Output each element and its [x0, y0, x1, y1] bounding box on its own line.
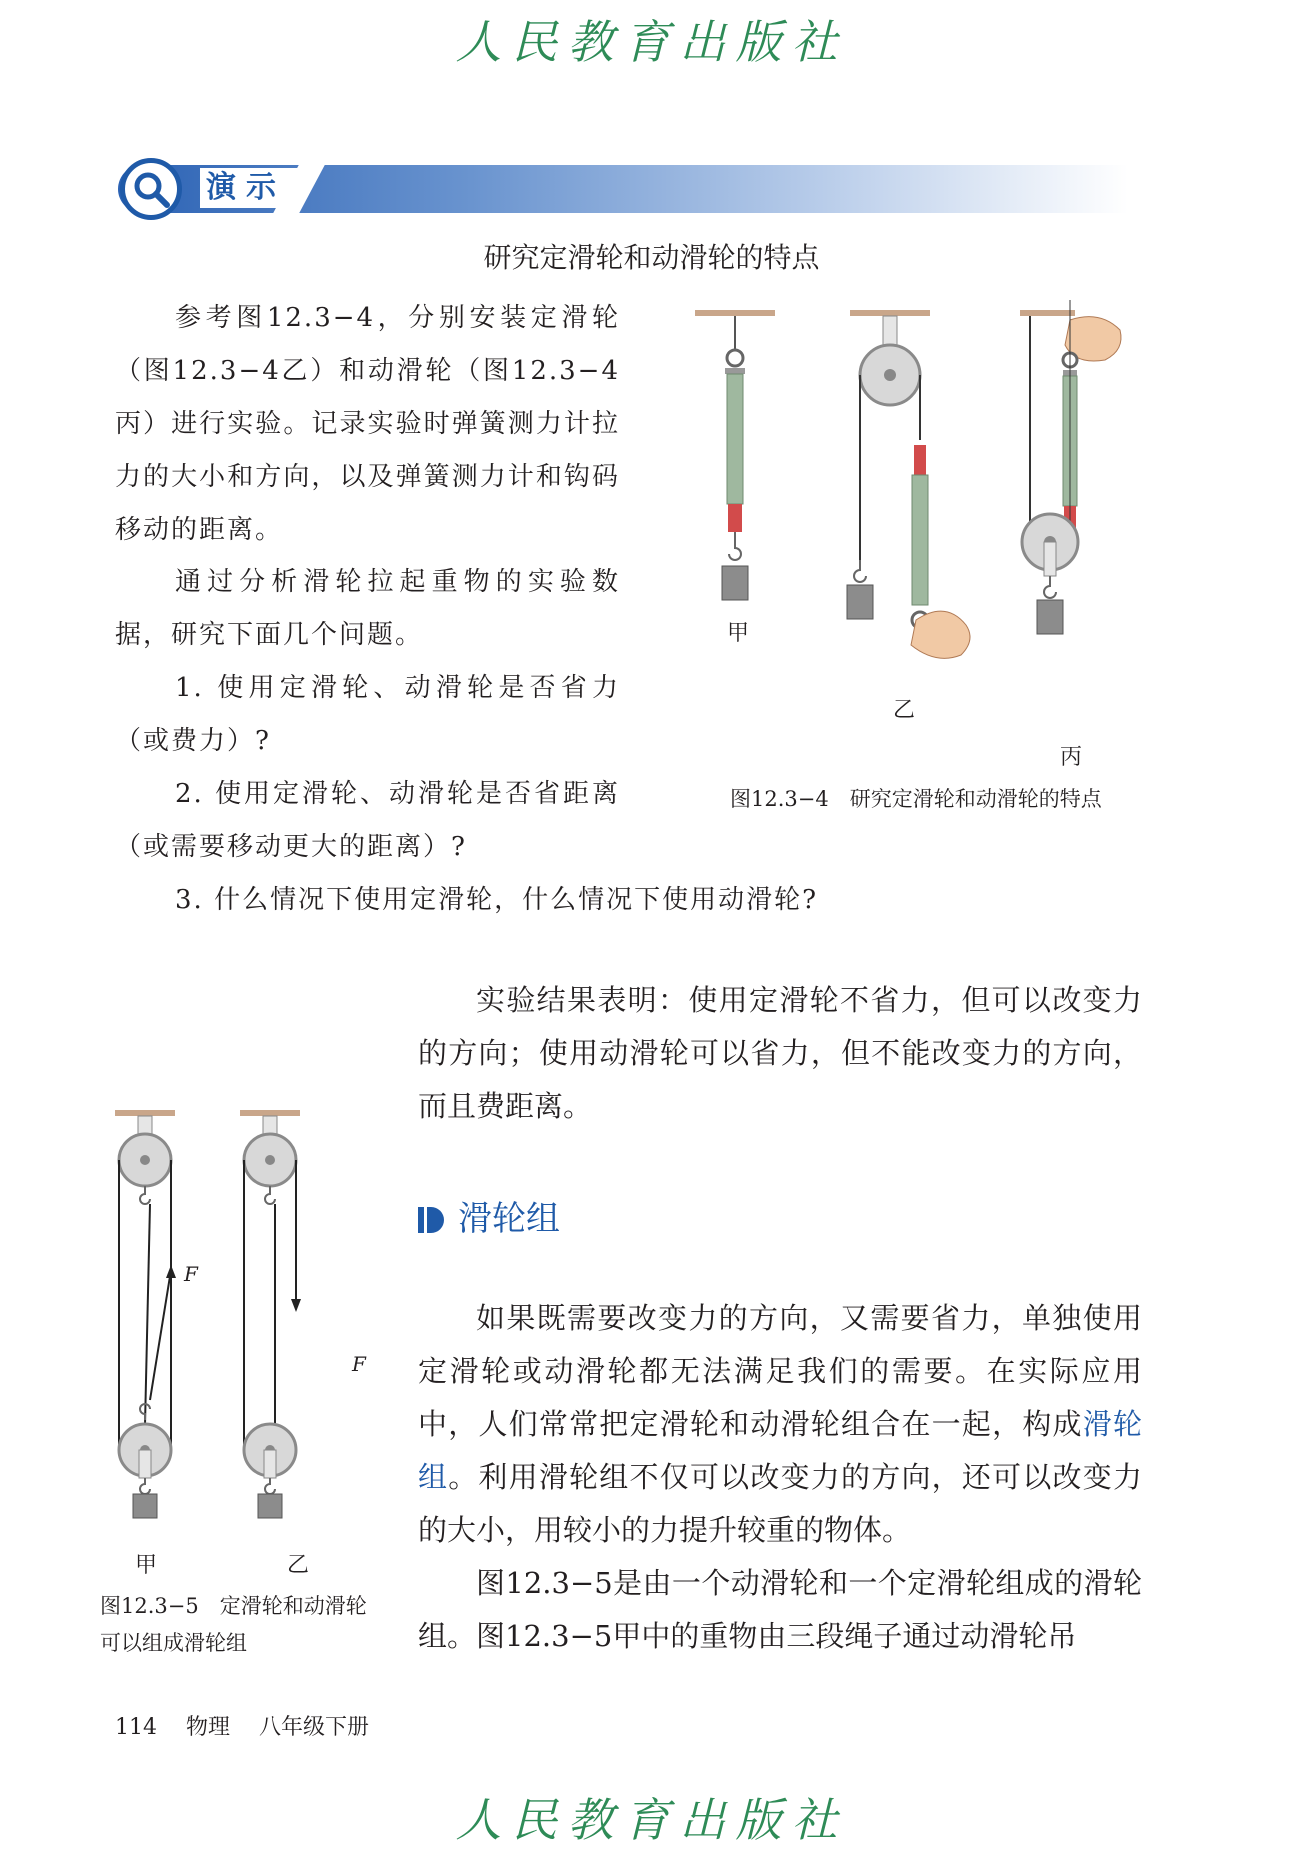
section-marker-icon	[418, 1207, 444, 1233]
fig-1235-label-jia: 甲	[135, 1553, 158, 1578]
fixed-pulley-setup	[847, 310, 970, 658]
footer-subject: 物理	[186, 1715, 231, 1740]
fixed-scale-setup	[695, 310, 775, 600]
force-label-yi: F	[352, 1352, 366, 1376]
figure-12-3-5	[105, 1100, 385, 1540]
force-label-jia: F	[184, 1262, 198, 1286]
demo-paragraph-2: 通过分析滑轮拉起重物的实验数据，研究下面几个问题。	[115, 567, 620, 650]
fig-1234-label-yi: 乙	[893, 698, 916, 723]
footer-grade: 八年级下册	[259, 1715, 370, 1740]
fig-1234-label-bing: 丙	[1060, 745, 1083, 770]
demo-label: 演示	[200, 168, 298, 208]
fig-1235-caption-line1: 图12.3−5 定滑轮和动滑轮	[100, 1594, 367, 1618]
fig-1235-caption-line2: 可以组成滑轮组	[100, 1631, 247, 1655]
demo-question-3: 3. 什么情况下使用定滑轮，什么情况下使用动滑轮?	[175, 885, 819, 915]
figure-12-3-4	[690, 300, 1160, 770]
section-paragraph-2: 图12.3−5是由一个动滑轮和一个定滑轮组成的滑轮组。图12.3−5甲中的重物由三段绳子通过动滑轮吊	[418, 1566, 1142, 1653]
demo-paragraph-1: 参考图12.3−4，分别安装定滑轮（图12.3−4乙）和动滑轮（图12.3−4丙）进行实验。记录实验时弹簧测力计拉力的大小和方向，以及弹簧测力计和钩码移动的距离。	[115, 303, 620, 545]
pulley-block-yi	[240, 1110, 301, 1518]
demo-question-1: 1. 使用定滑轮、动滑轮是否省力（或费力）?	[115, 673, 620, 756]
publisher-logo-bottom: 人民教育出版社	[455, 1793, 848, 1847]
fig-1235-label-yi: 乙	[287, 1553, 310, 1578]
fig-1234-caption: 图12.3−4 研究定滑轮和动滑轮的特点	[730, 787, 1102, 811]
result-paragraph: 实验结果表明：使用定滑轮不省力，但可以改变力的方向；使用动滑轮可以省力，但不能改变力的方向，而且费距离。	[418, 983, 1142, 1123]
section-title: 滑轮组	[458, 1199, 560, 1239]
term-pulley-block: 滑轮组	[418, 1407, 1142, 1494]
page-footer	[115, 1710, 391, 1741]
movable-pulley-setup	[1020, 300, 1121, 634]
section-paragraph-1-before: 如果既需要改变力的方向，又需要省力，单独使用定滑轮或动滑轮都无法满足我们的需要。在实际应用中，人们常常把定滑轮和动滑轮组合在一起，构成	[418, 1301, 1142, 1441]
pulley-block-jia	[115, 1110, 176, 1518]
demo-question-2: 2. 使用定滑轮、动滑轮是否省距离（或需要移动更大的距离）?	[115, 779, 620, 862]
publisher-logo-top: 人民教育出版社	[455, 15, 848, 69]
experiment-title: 研究定滑轮和动滑轮的特点	[483, 241, 820, 274]
section-paragraph-1-after: 。利用滑轮组不仅可以改变力的方向，还可以改变力的大小，用较小的力提升较重的物体。	[418, 1460, 1142, 1547]
section-paragraph-1	[418, 1292, 1142, 1557]
page-number: 114	[115, 1715, 157, 1740]
magnifier-icon	[120, 158, 182, 220]
fig-1234-label-jia: 甲	[727, 621, 750, 646]
